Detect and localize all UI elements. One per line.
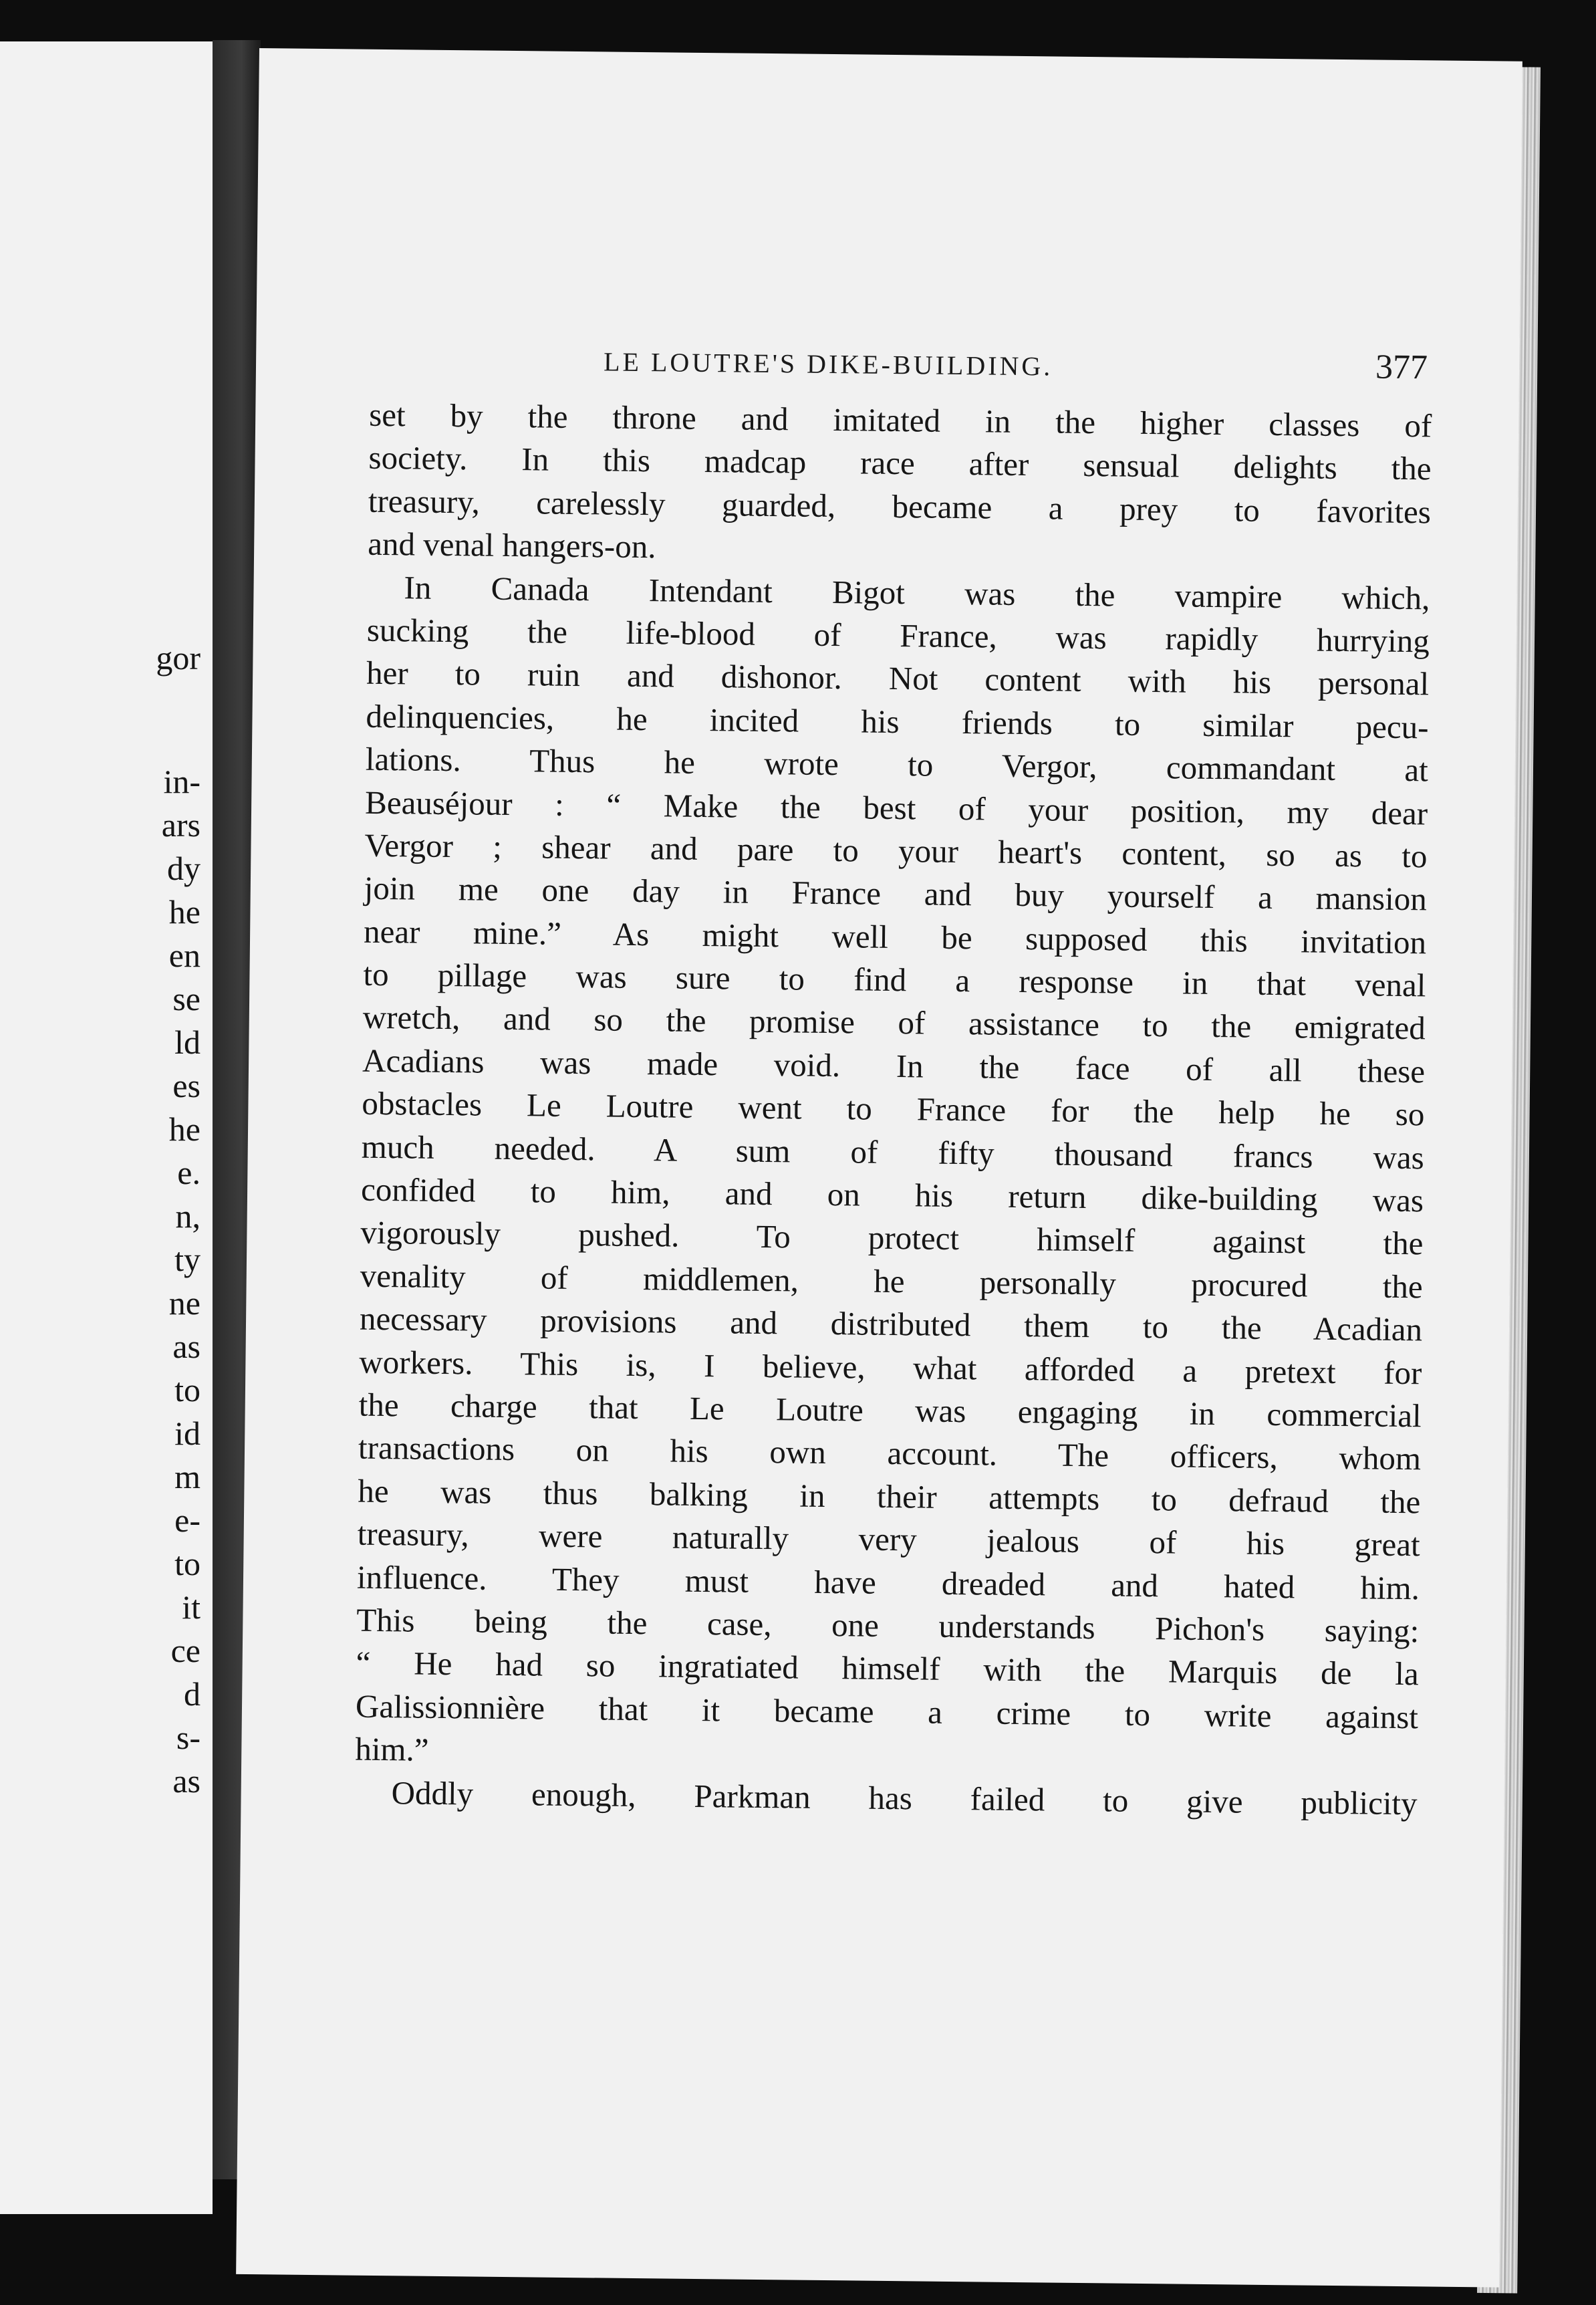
text-line: Oddly enough, Parkman has failed to give publicity: [391, 1774, 1418, 1822]
previous-page-fragment-text: m: [174, 1458, 201, 1495]
text-line: join me one day in France and buy yourself a mansion: [364, 870, 1428, 918]
previous-page-fragment-text: he: [168, 1110, 201, 1148]
text-line: In Canada Intendant Bigot was the vampire which,: [404, 568, 1430, 616]
previous-page-fragment-text: he: [168, 893, 201, 931]
body-text: [354, 394, 1432, 1825]
previous-page-fragment-text: dy: [167, 850, 201, 887]
previous-page-fragment-text: es: [172, 1067, 201, 1104]
previous-page-fragment-text: id: [174, 1415, 201, 1452]
text-line: Acadians was made void. In the face of all these: [362, 1042, 1426, 1090]
text-line: influence. They must have dreaded and hated him.: [356, 1558, 1420, 1606]
text-line: near mine.” As might well be supposed this invitation: [363, 913, 1427, 961]
text-line: venality of middlemen, he personally procured the: [360, 1257, 1423, 1306]
text-line: her to ruin and dishonor. Not content with his personal: [366, 654, 1430, 703]
text-line: necessary provisions and distributed them to the Acadian: [359, 1300, 1423, 1348]
previous-page-fragment-text: as: [172, 1762, 201, 1800]
text-line: him.”: [355, 1730, 429, 1768]
previous-page-fragment-text: it: [182, 1588, 201, 1626]
text-line: sucking the life-blood of France, was rapidly hurrying: [366, 611, 1430, 660]
previous-page-fragment-text: e.: [177, 1154, 201, 1191]
text-line: workers. This is, I believe, what afforded a pretext for: [359, 1343, 1422, 1391]
previous-page-fragment-text: in-: [163, 763, 201, 800]
previous-page-fragment-text: ne: [168, 1284, 201, 1322]
previous-page-fragment-text: ce: [170, 1632, 201, 1669]
running-head: LE LOUTRE'S DIKE-BUILDING.: [603, 346, 1053, 382]
previous-page-fragment-text: ars: [161, 806, 201, 844]
text-line: obstacles Le Loutre went to France for the help he so: [362, 1084, 1425, 1133]
text-line: lations. Thus he wrote to Vergor, commandant at: [365, 740, 1429, 789]
text-line: he was thus balking in their attempts to defraud the: [358, 1472, 1421, 1521]
previous-page-fragment-text: en: [168, 937, 201, 974]
text-line: delinquencies, he incited his friends to similar pecu-: [366, 697, 1429, 746]
previous-page-fragment-text: as: [172, 1328, 201, 1365]
text-line: transactions on his own account. The officers, whom: [358, 1429, 1422, 1477]
text-line: wretch, and so the promise of assistance to the emigrated: [362, 999, 1426, 1047]
text-line: treasury, carelessly guarded, became a prey to favorites: [368, 482, 1432, 531]
previous-page-fragment-text: to: [174, 1371, 201, 1409]
previous-page-fragment-text: s-: [176, 1719, 201, 1756]
text-line: vigorously pushed. To protect himself against the: [360, 1214, 1424, 1262]
text-line: the charge that Le Loutre was engaging in commercial: [358, 1386, 1422, 1435]
text-line: set by the throne and imitated in the higher classes of: [368, 396, 1432, 445]
text-line: and venal hangers-on.: [367, 525, 656, 566]
text-line: Galissionnière that it became a crime to write against: [355, 1687, 1419, 1736]
previous-page-fragment-text: ty: [174, 1241, 201, 1278]
text-line: Beauséjour : “ Make the best of your position, my dear: [364, 783, 1428, 832]
text-line: “ He had so ingratiated himself with the Marquis de la: [356, 1644, 1419, 1693]
previous-page-fragment-text: to: [174, 1545, 201, 1582]
previous-page-fragment-text: d: [184, 1675, 201, 1713]
previous-page-fragment-text: se: [172, 980, 201, 1017]
text-line: to pillage was sure to find a response in that venal: [363, 955, 1426, 1004]
text-line: This being the case, one understands Pichon's saying:: [356, 1601, 1420, 1650]
previous-page-fragment-text: n,: [175, 1197, 201, 1235]
text-line: treasury, were naturally very jealous of his great: [357, 1515, 1420, 1564]
text-line: Vergor ; shear and pare to your heart's content, so as to: [364, 826, 1428, 875]
previous-page-fragment: [0, 41, 213, 2214]
page-number: 377: [1375, 348, 1428, 387]
book-page: [236, 48, 1522, 2288]
previous-page-fragment-text: gor: [156, 639, 201, 677]
previous-page-fragment-text: ld: [174, 1023, 201, 1061]
text-line: much needed. A sum of fifty thousand francs was: [361, 1128, 1425, 1176]
text-line: society. In this madcap race after sensual delights the: [368, 439, 1432, 487]
previous-page-fragment-text: e-: [174, 1501, 201, 1539]
text-line: confided to him, and on his return dike-building was: [360, 1171, 1424, 1219]
